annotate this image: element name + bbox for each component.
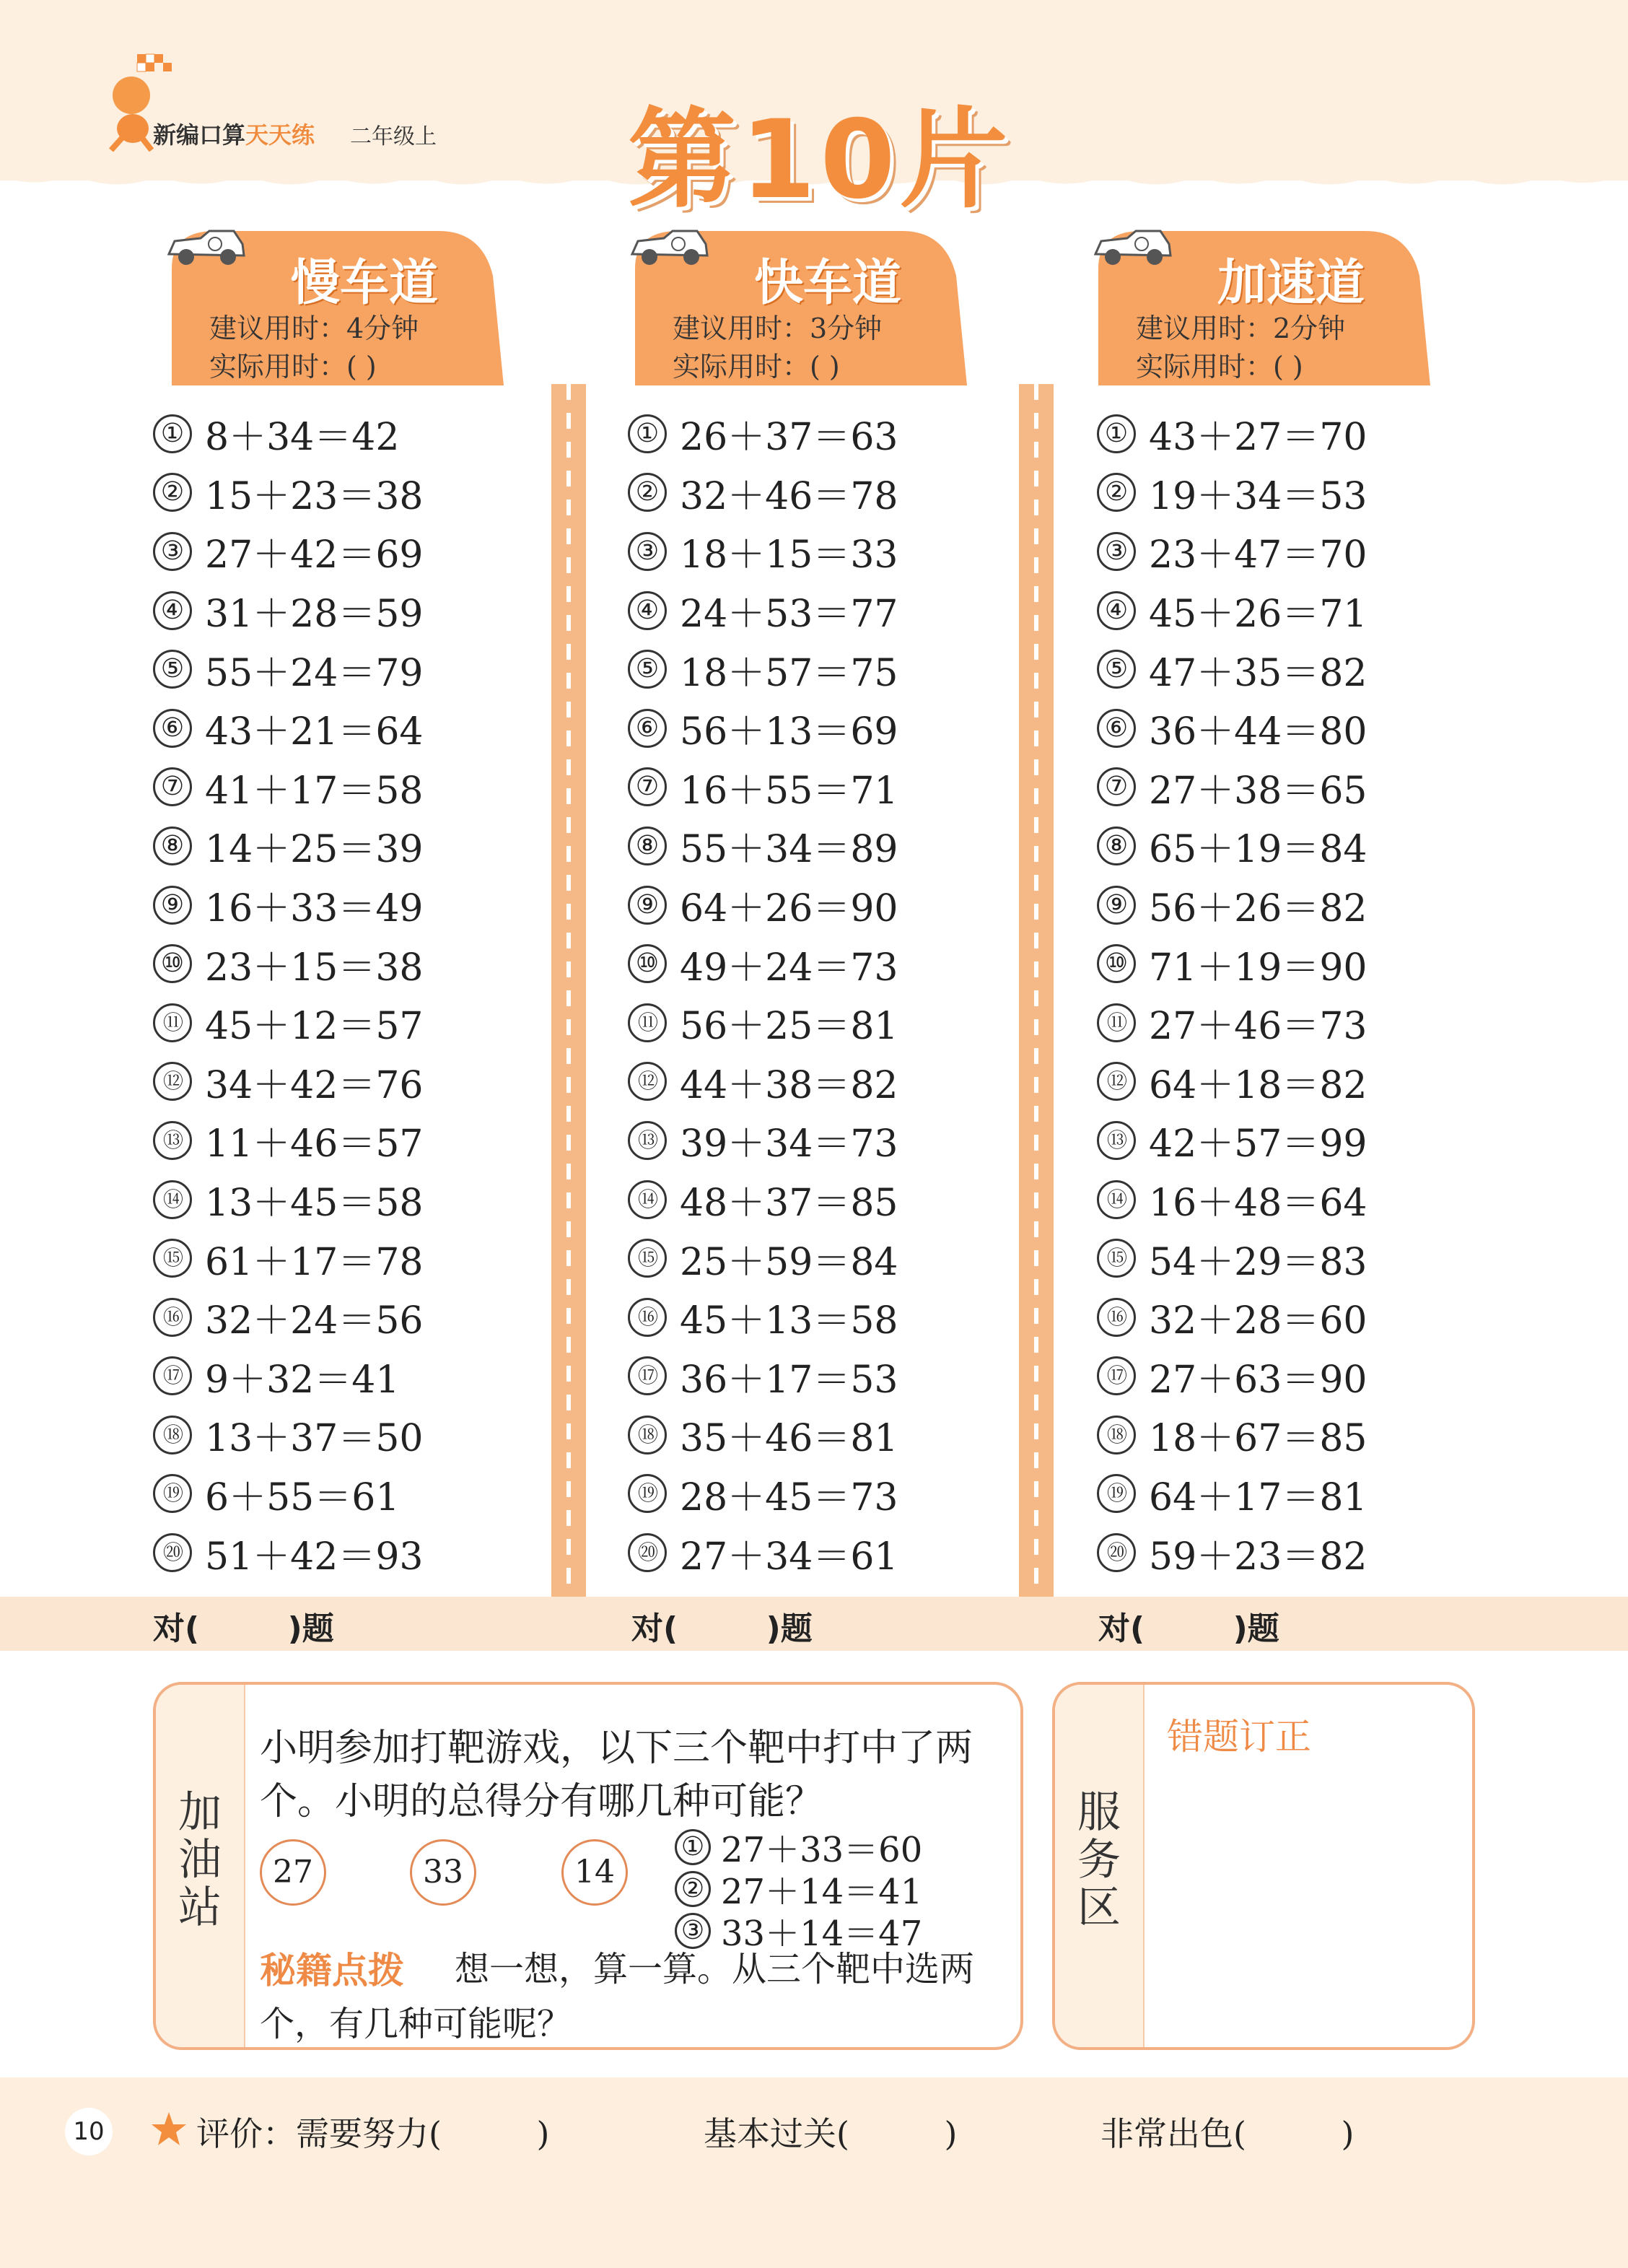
problem-equation: 27＋63＝90 <box>1149 1358 1367 1402</box>
problem-number: ③ <box>628 532 667 571</box>
problem-equation: 61＋17＝78 <box>205 1240 424 1284</box>
problem-row <box>153 934 514 993</box>
problem-number: ⑮ <box>628 1239 667 1278</box>
problem-equation: 64＋18＝82 <box>1149 1063 1367 1107</box>
problem-number: ② <box>153 473 192 512</box>
problem-number: ⑲ <box>153 1474 192 1513</box>
problem-row <box>628 1288 989 1347</box>
problem-number: ⑳ <box>628 1533 667 1572</box>
problem-row <box>153 1229 514 1288</box>
problem-number: ⑫ <box>628 1062 667 1101</box>
problem-equation: 49＋24＝73 <box>680 946 898 990</box>
problem-equation: 32＋28＝60 <box>1149 1299 1367 1343</box>
problem-number: ⑳ <box>153 1533 192 1572</box>
problem-equation: 16＋48＝64 <box>1149 1182 1367 1226</box>
problem-number: ⑭ <box>153 1180 192 1219</box>
problem-row <box>628 463 989 523</box>
problem-number: ⑨ <box>153 886 192 925</box>
problem-row <box>153 1052 514 1112</box>
tip-text: 想一想，算一算。从三个靶中选两个，有几种可能呢？ <box>260 1949 975 2044</box>
target-circle: 27 <box>260 1839 326 1906</box>
score-slow: 对( )题 <box>153 1610 334 1647</box>
problem-number: ② <box>1097 473 1136 512</box>
problem-row <box>1097 758 1458 817</box>
problem-number: ⑯ <box>1097 1298 1136 1337</box>
problem-number: ⑩ <box>1097 944 1136 983</box>
book-title-main: 新编口算 <box>153 121 246 149</box>
race-car-icon <box>1091 225 1174 269</box>
problem-equation: 41＋17＝58 <box>205 769 424 813</box>
problem-equation: 43＋27＝70 <box>1149 416 1367 460</box>
problem-row <box>153 1111 514 1170</box>
problem-equation: 55＋34＝89 <box>680 828 898 872</box>
lane-divider <box>551 384 586 1597</box>
problem-equation: 35＋46＝81 <box>680 1417 898 1461</box>
problem-row <box>628 1170 989 1229</box>
problem-number: ⑱ <box>153 1416 192 1454</box>
problem-equation: 18＋15＝33 <box>680 533 898 577</box>
problem-equation: 16＋33＝49 <box>205 887 424 931</box>
problem-number: ⑦ <box>1097 767 1136 806</box>
problem-equation: 8＋34＝42 <box>205 416 400 460</box>
answer-equation: 33＋14＝47 <box>721 1914 923 1954</box>
problem-row <box>153 1465 514 1524</box>
problem-number: ⑲ <box>628 1474 667 1513</box>
problem-row <box>1097 699 1458 758</box>
problem-number: ⑥ <box>1097 709 1136 748</box>
problem-number: ⑥ <box>628 709 667 748</box>
correction-label: 错题订正 <box>1167 1716 1311 1758</box>
problem-equation: 64＋26＝90 <box>680 887 898 931</box>
problem-number: ⑪ <box>153 1003 192 1042</box>
problem-list-speedup <box>1097 404 1458 1582</box>
problem-equation: 45＋12＝57 <box>205 1005 424 1049</box>
score-speedup: 对( )题 <box>1098 1610 1279 1647</box>
problem-row <box>1097 1347 1458 1406</box>
problem-row <box>628 404 989 463</box>
problem-row <box>628 758 989 817</box>
problem-row <box>628 1405 989 1465</box>
problem-row <box>628 1523 989 1582</box>
problem-number: ⑦ <box>153 767 192 806</box>
lane-name: 加速道 <box>1217 255 1365 312</box>
problem-row <box>628 1229 989 1288</box>
problem-row <box>1097 463 1458 523</box>
problem-number: ⑰ <box>628 1356 667 1395</box>
problem-equation: 56＋25＝81 <box>680 1005 898 1049</box>
problem-row <box>153 1170 514 1229</box>
lane-divider <box>1019 384 1054 1597</box>
book-title-highlight: 天天练 <box>245 121 315 149</box>
problem-number: ⑤ <box>628 650 667 689</box>
problem-equation: 43＋21＝64 <box>205 710 424 754</box>
problem-number: ⑬ <box>153 1121 192 1160</box>
actual-time: 实际用时：( ) <box>1136 351 1303 383</box>
problem-row <box>628 934 989 993</box>
problem-number: ⑥ <box>153 709 192 748</box>
problem-number: ⑪ <box>1097 1003 1136 1042</box>
lane-name: 快车道 <box>754 255 902 312</box>
problem-equation: 25＋59＝84 <box>680 1240 898 1284</box>
problem-equation: 55＋24＝79 <box>205 651 424 695</box>
problem-equation: 32＋46＝78 <box>680 474 898 518</box>
problem-row <box>153 876 514 935</box>
race-car-icon <box>165 225 248 269</box>
problem-number: ⑮ <box>153 1239 192 1278</box>
problem-row <box>628 993 989 1052</box>
problem-equation: 39＋34＝73 <box>680 1122 898 1166</box>
problem-number: ⑱ <box>628 1416 667 1454</box>
problem-number: ⑭ <box>1097 1180 1136 1219</box>
problem-equation: 23＋47＝70 <box>1149 533 1367 577</box>
problem-number: ④ <box>153 591 192 630</box>
problem-equation: 65＋19＝84 <box>1149 828 1367 872</box>
score-fast: 对( )题 <box>631 1610 813 1647</box>
problem-number: ⑯ <box>628 1298 667 1337</box>
evaluation-needs-effort: 评价：需要努力( ) <box>196 2114 550 2153</box>
lane-header-speedup <box>1091 225 1430 385</box>
problem-number: ⑦ <box>628 767 667 806</box>
race-car-icon <box>628 225 711 269</box>
problem-equation: 16＋55＝71 <box>680 769 898 813</box>
problem-number: ⑤ <box>1097 650 1136 689</box>
problem-number: ⑩ <box>153 944 192 983</box>
problem-row <box>628 640 989 699</box>
problem-row <box>628 522 989 581</box>
problem-number: ⑯ <box>153 1298 192 1337</box>
suggested-time: 建议用时：4分钟 <box>209 313 419 344</box>
problem-equation: 59＋23＝82 <box>1149 1535 1367 1579</box>
problem-row <box>628 1465 989 1524</box>
problem-equation: 18＋57＝75 <box>680 651 898 695</box>
problem-number: ⑮ <box>1097 1239 1136 1278</box>
problem-equation: 15＋23＝38 <box>205 474 424 518</box>
lane-header-fast <box>628 225 967 385</box>
problem-equation: 71＋19＝90 <box>1149 946 1367 990</box>
tip-label: 秘籍点拨 <box>260 1950 404 1992</box>
problem-number: ⑩ <box>628 944 667 983</box>
problem-number: ① <box>153 414 192 453</box>
problem-row <box>1097 640 1458 699</box>
problem-number: ⑲ <box>1097 1474 1136 1513</box>
problem-row <box>628 1111 989 1170</box>
problem-equation: 28＋45＝73 <box>680 1475 898 1519</box>
book-title <box>153 117 315 150</box>
problem-equation: 27＋34＝61 <box>680 1535 898 1579</box>
problem-equation: 14＋25＝39 <box>205 828 424 872</box>
problem-row <box>1097 1170 1458 1229</box>
problem-equation: 51＋42＝93 <box>205 1535 424 1579</box>
problem-number: ④ <box>1097 591 1136 630</box>
problem-equation: 13＋37＝50 <box>205 1417 424 1461</box>
answer-number: ① <box>675 1829 711 1865</box>
problem-equation: 27＋42＝69 <box>205 533 424 577</box>
lane-header-slow <box>165 225 504 385</box>
page-number: 10 <box>65 2108 113 2155</box>
problem-row <box>153 1347 514 1406</box>
problem-row <box>153 522 514 581</box>
problem-equation: 34＋42＝76 <box>205 1063 424 1107</box>
problem-number: ⑫ <box>153 1062 192 1101</box>
problem-number: ⑬ <box>1097 1121 1136 1160</box>
problem-equation: 27＋46＝73 <box>1149 1005 1367 1049</box>
gas-station-label: 加油站 <box>178 1787 222 1933</box>
problem-row <box>153 463 514 523</box>
problem-number: ⑨ <box>628 886 667 925</box>
answer-number: ② <box>675 1871 711 1907</box>
problem-row <box>1097 816 1458 876</box>
problem-equation: 54＋29＝83 <box>1149 1240 1367 1284</box>
problem-row <box>1097 1288 1458 1347</box>
problem-equation: 47＋35＝82 <box>1149 651 1367 695</box>
problem-row <box>628 876 989 935</box>
problem-number: ③ <box>153 532 192 571</box>
problem-number: ① <box>1097 414 1136 453</box>
problem-row <box>1097 1111 1458 1170</box>
answer-equation: 27＋33＝60 <box>721 1830 923 1870</box>
problem-equation: 27＋38＝65 <box>1149 769 1367 813</box>
actual-time: 实际用时：( ) <box>673 351 840 383</box>
problem-equation: 45＋13＝58 <box>680 1299 898 1343</box>
problem-number: ⑤ <box>153 650 192 689</box>
problem-number: ⑧ <box>1097 826 1136 865</box>
problem-equation: 42＋57＝99 <box>1149 1122 1367 1166</box>
problem-equation: 6＋55＝61 <box>205 1475 400 1519</box>
problem-row <box>1097 1052 1458 1112</box>
problem-equation: 9＋32＝41 <box>205 1358 400 1402</box>
problem-row <box>1097 1229 1458 1288</box>
problem-number: ⑫ <box>1097 1062 1136 1101</box>
problem-row <box>1097 581 1458 640</box>
problem-row <box>153 1405 514 1465</box>
problem-list-fast <box>628 404 989 1582</box>
target-circle: 33 <box>410 1839 476 1906</box>
answer-equation: 27＋14＝41 <box>721 1872 923 1912</box>
suggested-time: 建议用时：3分钟 <box>673 313 883 344</box>
target-circle: 14 <box>561 1839 628 1906</box>
problem-number: ① <box>628 414 667 453</box>
problem-equation: 23＋15＝38 <box>205 946 424 990</box>
problem-number: ⑳ <box>1097 1533 1136 1572</box>
problem-equation: 64＋17＝81 <box>1149 1475 1367 1519</box>
problem-row <box>153 404 514 463</box>
problem-equation: 48＋37＝85 <box>680 1182 898 1226</box>
service-area-label: 服务区 <box>1077 1787 1121 1933</box>
problem-row <box>153 699 514 758</box>
problem-number: ⑬ <box>628 1121 667 1160</box>
problem-equation: 56＋26＝82 <box>1149 887 1367 931</box>
problem-row <box>628 699 989 758</box>
problem-row <box>1097 1523 1458 1582</box>
problem-number: ⑪ <box>628 1003 667 1042</box>
problem-row <box>1097 1405 1458 1465</box>
problem-equation: 26＋37＝63 <box>680 416 898 460</box>
problem-row <box>1097 993 1458 1052</box>
problem-row <box>628 581 989 640</box>
problem-equation: 24＋53＝77 <box>680 593 898 637</box>
lane-name: 慢车道 <box>291 255 439 312</box>
suggested-time: 建议用时：2分钟 <box>1136 313 1346 344</box>
problem-number: ⑰ <box>1097 1356 1136 1395</box>
problem-number: ⑧ <box>628 826 667 865</box>
problem-equation: 19＋34＝53 <box>1149 474 1367 518</box>
problem-row <box>1097 404 1458 463</box>
problem-row <box>153 1523 514 1582</box>
page-title: 第10片 <box>628 97 1012 223</box>
problem-row <box>1097 876 1458 935</box>
problem-number: ⑧ <box>153 826 192 865</box>
evaluation-pass: 基本过关( ) <box>704 2114 958 2153</box>
problem-row <box>1097 934 1458 993</box>
problem-row <box>153 640 514 699</box>
problem-equation: 31＋28＝59 <box>205 593 424 637</box>
problem-row <box>153 581 514 640</box>
problem-row <box>1097 1465 1458 1524</box>
question-text: 小明参加打靶游戏，以下三个靶中打中了两个。小明的总得分有哪几种可能？ <box>260 1727 973 1823</box>
problem-number: ⑰ <box>153 1356 192 1395</box>
problem-equation: 13＋45＝58 <box>205 1182 424 1226</box>
problem-row <box>153 1288 514 1347</box>
problem-number: ⑭ <box>628 1180 667 1219</box>
problem-row <box>153 758 514 817</box>
problem-number: ③ <box>1097 532 1136 571</box>
footer-band <box>0 2077 1628 2268</box>
grade-label: 二年级上 <box>350 124 437 149</box>
star-icon <box>150 2111 188 2148</box>
evaluation-excellent: 非常出色( ) <box>1100 2114 1355 2153</box>
problem-equation: 36＋17＝53 <box>680 1358 898 1402</box>
problem-equation: 32＋24＝56 <box>205 1299 424 1343</box>
problem-equation: 36＋44＝80 <box>1149 710 1367 754</box>
problem-number: ④ <box>628 591 667 630</box>
problem-row <box>628 1052 989 1112</box>
problem-equation: 11＋46＝57 <box>205 1122 424 1166</box>
actual-time: 实际用时：( ) <box>209 351 377 383</box>
problem-number: ② <box>628 473 667 512</box>
problem-list-slow <box>153 404 514 1582</box>
problem-equation: 18＋67＝85 <box>1149 1417 1367 1461</box>
problem-equation: 44＋38＝82 <box>680 1063 898 1107</box>
problem-equation: 56＋13＝69 <box>680 710 898 754</box>
problem-number: ⑨ <box>1097 886 1136 925</box>
problem-row <box>153 816 514 876</box>
problem-row <box>153 993 514 1052</box>
answer-number: ③ <box>675 1913 711 1949</box>
problem-equation: 45＋26＝71 <box>1149 593 1367 637</box>
problem-row <box>1097 522 1458 581</box>
problem-number: ⑱ <box>1097 1416 1136 1454</box>
problem-row <box>628 1347 989 1406</box>
problem-row <box>628 816 989 876</box>
